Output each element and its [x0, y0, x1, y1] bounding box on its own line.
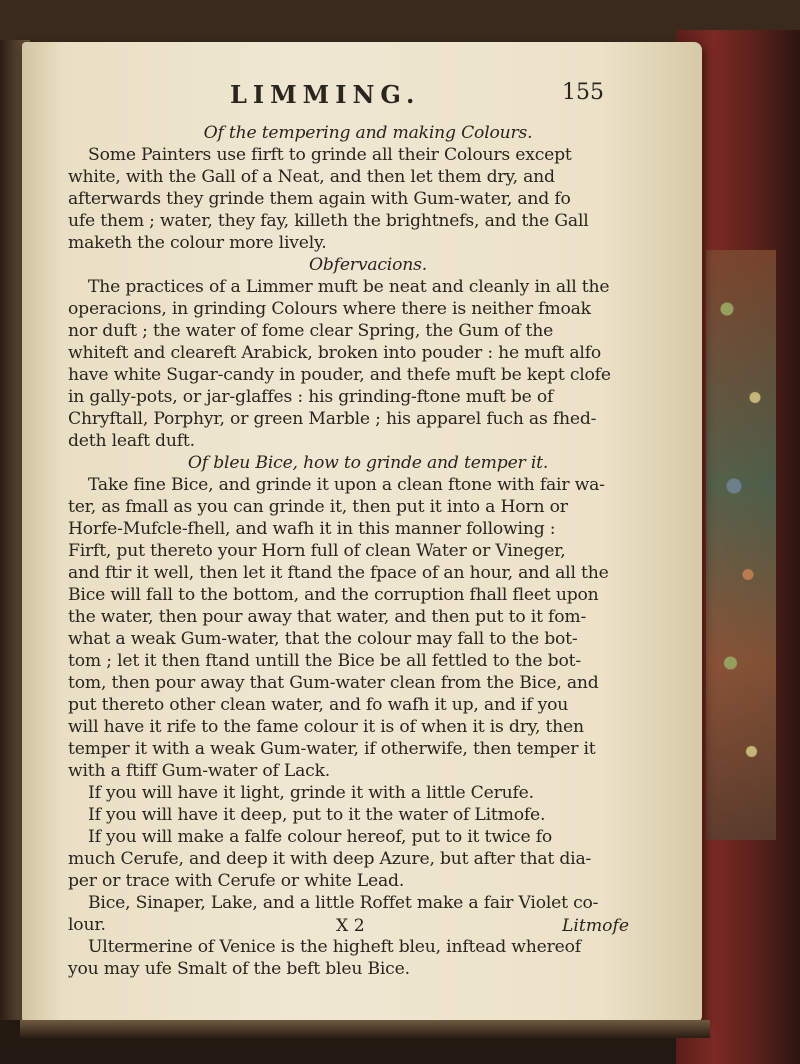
text-line: Some Painters use firft to grinde all their Colours except: [88, 145, 572, 165]
section-heading: Of the tempering and making Colours.: [203, 123, 533, 143]
text-line: Horfe-Mufcle-fhell, and wafh it in this manner following :: [68, 519, 556, 539]
text-line: you may ufe Smalt of the beft bleu Bice.: [68, 959, 410, 979]
text-line: the water, then pour away that water, and then put to it fom-: [68, 607, 587, 627]
page-body: [68, 122, 668, 980]
section-heading: Obfervacions.: [308, 255, 428, 275]
text-line: and ftir it well, then let it ftand the fpace of an hour, and all the: [68, 563, 609, 583]
text-line: If you will have it deep, put to it the water of Litmofe.: [88, 805, 546, 825]
text-line: Take fine Bice, and grinde it upon a clean ftone with fair wa-: [88, 475, 605, 495]
text-line: whiteft and cleareft Arabick, broken into pouder : he muft alfo: [68, 343, 602, 363]
running-title: LIMMING.: [230, 80, 421, 109]
text-line: per or trace with Cerufe or white Lead.: [68, 871, 405, 891]
text-line: ufe them ; water, they fay, killeth the brightnefs, and the Gall: [68, 211, 589, 231]
text-line: with a ftiff Gum-water of Lack.: [68, 761, 331, 781]
section-heading: Of bleu Bice, how to grinde and temper it.: [187, 453, 549, 473]
text-line: much Cerufe, and deep it with deep Azure, but after that dia-: [68, 849, 592, 869]
text-line: lour.: [68, 915, 106, 935]
book-page: [22, 42, 702, 1022]
text-line: Bice will fall to the bottom, and the corruption fhall fleet upon: [68, 585, 599, 605]
text-line: If you will have it light, grinde it with a little Cerufe.: [88, 783, 534, 803]
text-line: The practices of a Limmer muft be neat and cleanly in all the: [88, 277, 610, 297]
page-bottom-edge: [20, 1020, 710, 1038]
text-line: tom ; let it then ftand untill the Bice be all fettled to the bot-: [68, 651, 581, 671]
page-footer: [68, 916, 668, 938]
text-line: nor duft ; the water of fome clear Spring, the Gum of the: [68, 321, 554, 341]
catchword: Litmofe: [562, 916, 629, 936]
text-line: will have it rife to the fame colour it is of when it is dry, then: [68, 717, 584, 737]
text-line: Bice, Sinaper, Lake, and a little Roffet make a fair Violet co-: [88, 893, 599, 913]
text-line: Chryftall, Porphyr, or green Marble ; his apparel fuch as fhed-: [68, 409, 597, 429]
page-number: 155: [562, 80, 604, 105]
text-line: Firft, put thereto your Horn full of clean Water or Vineger,: [68, 541, 566, 561]
text-line: put thereto other clean water, and fo wafh it up, and if you: [68, 695, 569, 715]
text-line: white, with the Gall of a Neat, and then let them dry, and: [68, 167, 555, 187]
text-line: ter, as fmall as you can grinde it, then put it into a Horn or: [68, 497, 568, 517]
text-line: afterwards they grinde them again with Gum-water, and fo: [68, 189, 571, 209]
text-line: in gally-pots, or jar-glaffes : his grinding-ftone muft be of: [68, 387, 554, 407]
text-line: maketh the colour more lively.: [68, 233, 327, 253]
page-header: [22, 74, 702, 114]
text-line: Ultermerine of Venice is the higheft bleu, inftead whereof: [88, 937, 581, 957]
text-line: what a weak Gum-water, that the colour may fall to the bot-: [68, 629, 578, 649]
text-line: tom, then pour away that Gum-water clean from the Bice, and: [68, 673, 599, 693]
text-line: have white Sugar-candy in pouder, and thefe muft be kept clofe: [68, 365, 611, 385]
signature-mark: X 2: [336, 916, 365, 936]
text-line: deth leaft duft.: [68, 431, 195, 451]
text-line: temper it with a weak Gum-water, if otherwife, then temper it: [68, 739, 596, 759]
text-line: operacions, in grinding Colours where there is neither fmoak: [68, 299, 591, 319]
marbled-endpaper: [706, 250, 776, 840]
text-line: If you will make a falfe colour hereof, put to it twice fo: [88, 827, 553, 847]
